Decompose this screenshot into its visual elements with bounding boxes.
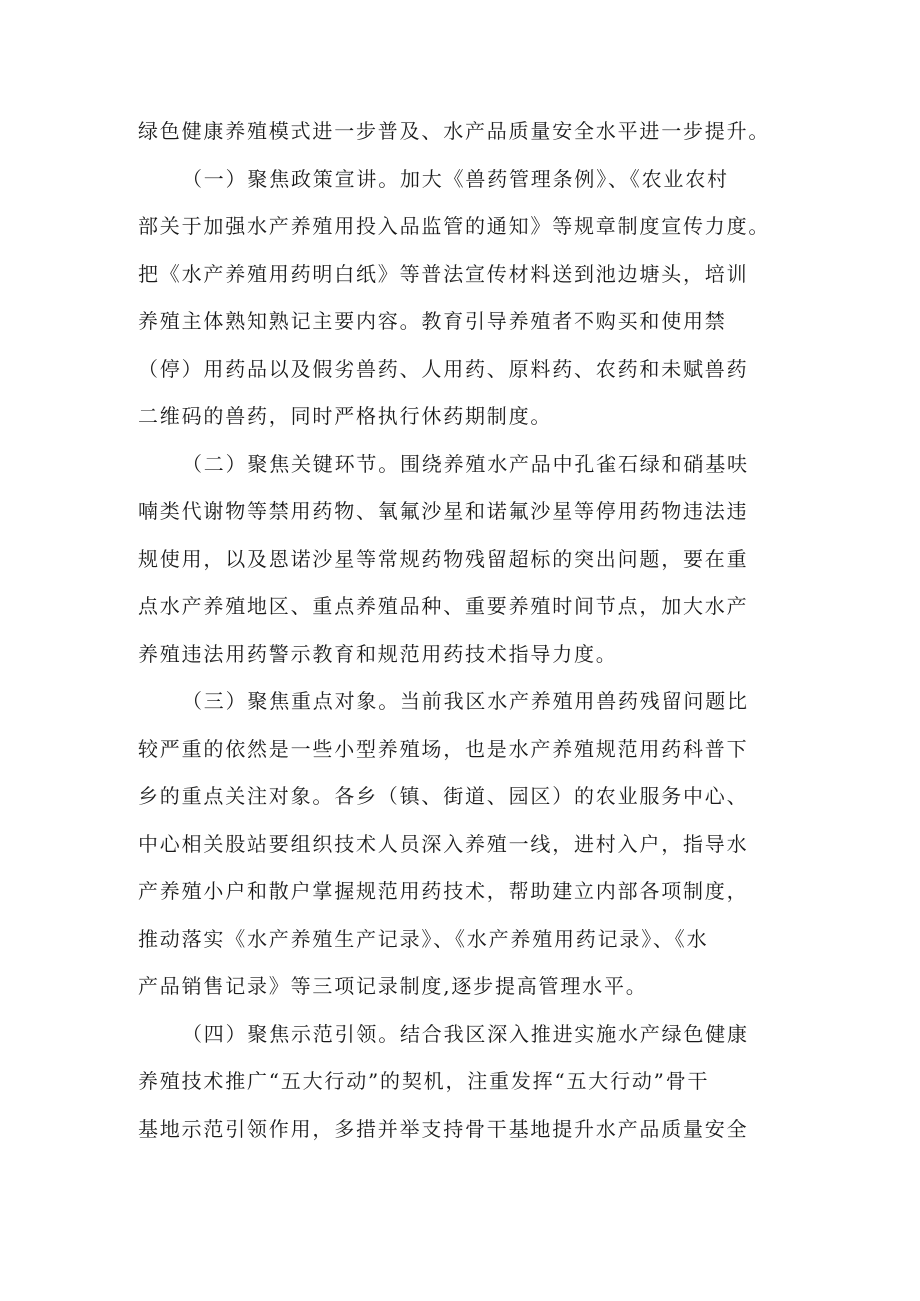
- paragraph-section-1: [138, 156, 798, 441]
- text-line: （四）聚焦示范引领。结合我区深入推进实施水产绿色健康: [182, 1021, 749, 1046]
- paragraph-section-2: [138, 441, 798, 679]
- document-page: [138, 108, 798, 1153]
- text-line: 养殖技术推广“五大行动”的契机，注重发挥“五大行动”骨干: [138, 1069, 710, 1093]
- text-line: 中心相关股站要组织技术人员深入养殖一线，进村入户，指导水: [138, 831, 749, 856]
- text-line: 推动落实《水产养殖生产记录》、《水产养殖用药记录》、《水: [138, 926, 709, 951]
- text-line: 较严重的依然是一些小型养殖场，也是水产养殖规范用药科普下: [138, 736, 749, 761]
- text-line: 产品销售记录》等三项记录制度,逐步提高管理水平。: [138, 974, 648, 998]
- paragraph-section-4: [138, 1011, 798, 1154]
- text-line: 绿色健康养殖模式进一步普及、水产品质量安全水平进一步提升。: [138, 119, 771, 143]
- text-line: 基地示范引领作用，多措并举支持骨干基地提升水产品质量安全: [138, 1116, 749, 1141]
- text-line: 乡的重点关注对象。各乡（镇、街道、园区）的农业服务中心、: [138, 784, 749, 808]
- text-line: 把《水产养殖用药明白纸》等普法宣传材料送到池边塘头，培训: [138, 261, 749, 286]
- paragraph-continuation: [138, 108, 798, 156]
- text-line: （三）聚焦重点对象。当前我区水产养殖用兽药残留问题比: [182, 689, 749, 713]
- text-line: （二）聚焦关键环节。围绕养殖水产品中孔雀石绿和硝基呋: [182, 451, 749, 476]
- text-line: （一）聚焦政策宣讲。加大《兽药管理条例》、《农业农村: [182, 166, 729, 191]
- text-line: 产养殖小户和散户掌握规范用药技术，帮助建立内部各项制度，: [138, 879, 749, 903]
- text-line: 点水产养殖地区、重点养殖品种、重要养殖时间节点，加大水产: [138, 594, 749, 618]
- paragraph-section-3: [138, 678, 798, 1011]
- text-line: 部关于加强水产养殖用投入品监管的通知》等规章制度宣传力度。: [138, 214, 771, 238]
- text-line: （停）用药品以及假劣兽药、人用药、原料药、农药和未赋兽药: [138, 356, 749, 381]
- text-line: 养殖违法用药警示教育和规范用药技术指导力度。: [138, 641, 618, 666]
- text-line: 喃类代谢物等禁用药物、氧氟沙星和诺氟沙星等停用药物违法违: [138, 499, 749, 523]
- text-line: 二维码的兽药，同时严格执行休药期制度。: [138, 404, 553, 428]
- text-line: 养殖主体熟知熟记主要内容。教育引导养殖者不购买和使用禁: [138, 309, 727, 333]
- text-line: 规使用，以及恩诺沙星等常规药物残留超标的突出问题，要在重: [138, 546, 749, 571]
